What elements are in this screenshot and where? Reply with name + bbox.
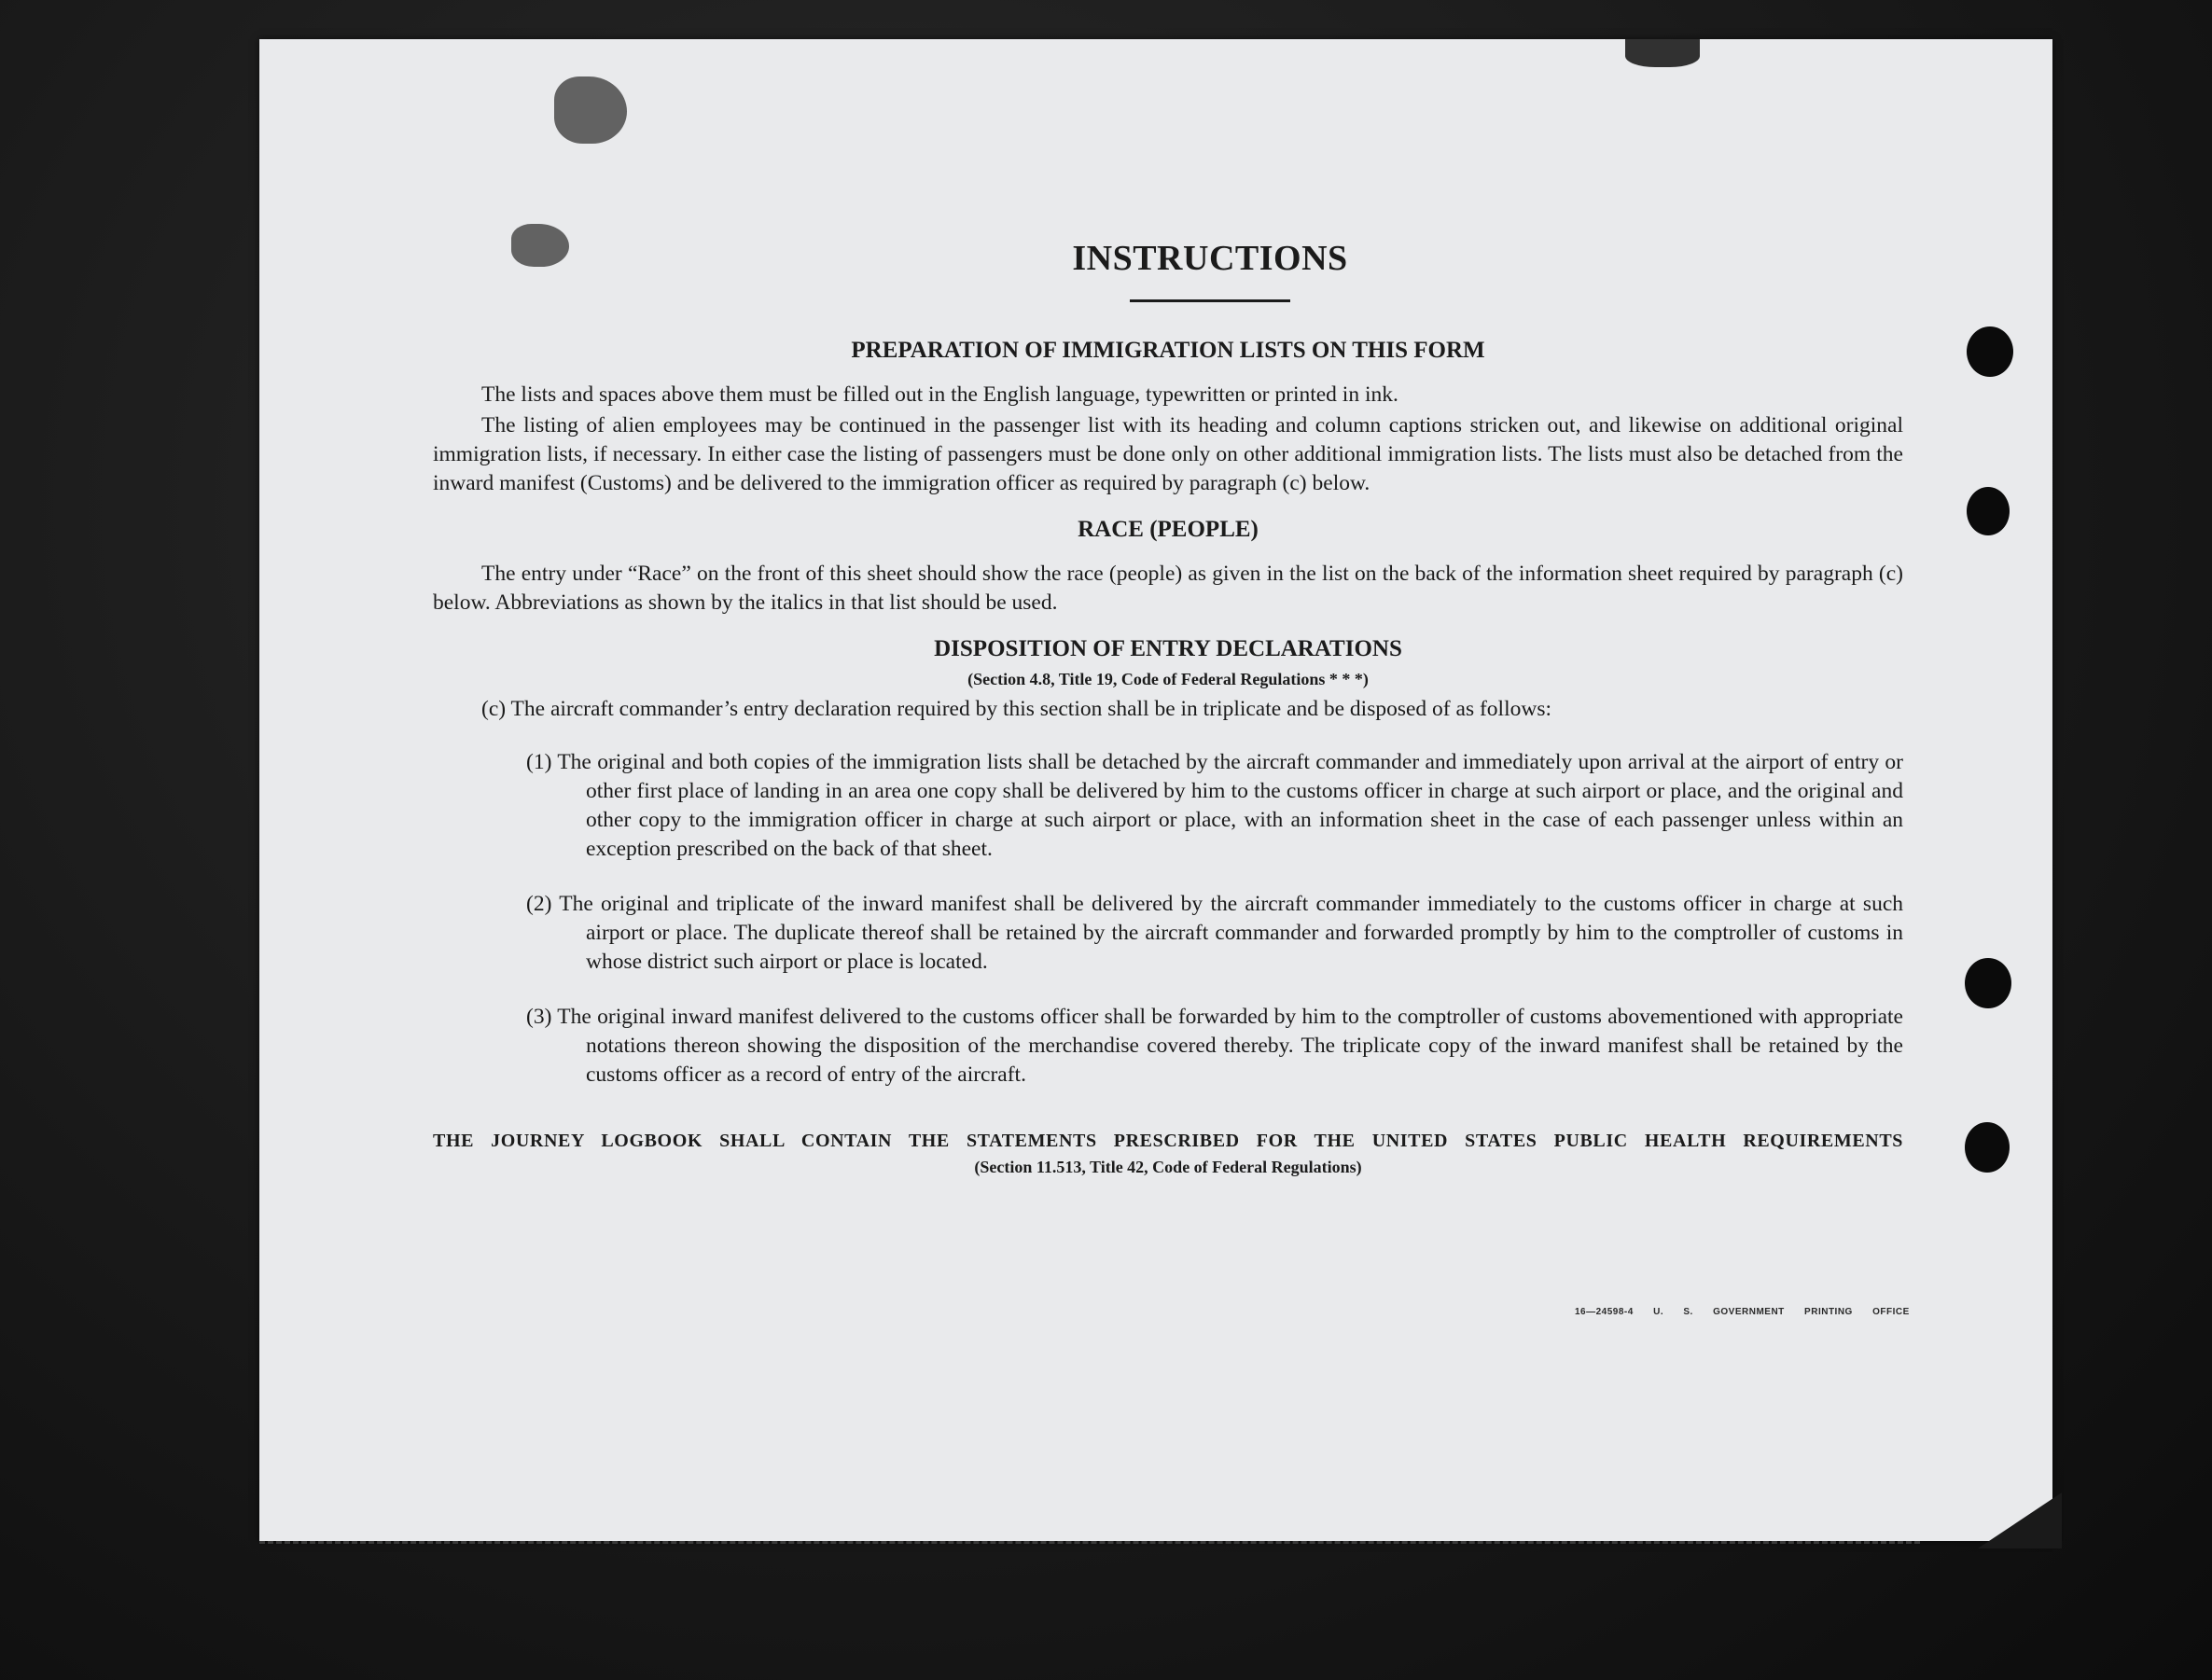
instructions-text bbox=[433, 238, 1903, 1177]
punch-hole bbox=[1967, 487, 2010, 535]
torn-notch bbox=[1625, 39, 1700, 67]
printer-imprint: 16—24598‑4 U. S. GOVERNMENT PRINTING OFFICE bbox=[1575, 1307, 1910, 1317]
punch-hole bbox=[1967, 326, 2013, 377]
logbook-citation: (Section 11.513, Title 42, Code of Federal Regulations) bbox=[974, 1158, 1362, 1176]
punch-hole bbox=[1965, 958, 2011, 1008]
disposition-item-2: (2) The original and triplicate of the inward manifest shall be delivered by the aircraft commander immediately to the customs officer in charge at such airport or place. The duplicate thereof shall be retained by the aircraft commander and forwarded promptly by him to the comptroller of customs in whose district such airport or place is located. bbox=[526, 892, 1903, 974]
page-title: INSTRUCTIONS bbox=[1072, 239, 1348, 278]
preparation-heading: PREPARATION OF IMMIGRATION LISTS ON THIS FORM bbox=[851, 338, 1485, 363]
disposition-citation: (Section 4.8, Title 19, Code of Federal Regulations * * *) bbox=[967, 670, 1369, 688]
title-underline bbox=[1130, 299, 1290, 302]
disposition-item-3: (3) The original inward manifest delivered to the customs officer shall be forwarded by him to the comptroller of customs abovementioned with appropriate notations thereon showing the disposition of the merchandise covered thereby. The triplicate copy of the inward manifest shall be retained by the customs officer as a record of entry of the aircraft. bbox=[526, 1005, 1903, 1087]
ink-blot bbox=[554, 76, 627, 144]
disposition-item-1: (1) The original and both copies of the immigration lists shall be detached by the aircraft commander and immediately upon arrival at the airport of entry or other first place of landing in an area one copy shall be delivered by him to the customs officer in charge at such airport or place, and the original and other copy to the immigration officer in charge at such airport or place, with an information sheet in the case of each passenger unless within an exception prescribed on the back of that sheet. bbox=[526, 750, 1903, 861]
race-heading: RACE (PEOPLE) bbox=[1078, 517, 1259, 542]
perforated-edge bbox=[259, 1535, 1920, 1544]
logbook-statement: THE JOURNEY LOGBOOK SHALL CONTAIN THE STATEMENTS PRESCRIBED FOR THE UNITED STATES PUBLIC HEALTH REQUIREMENTS bbox=[433, 1131, 1903, 1151]
punch-hole bbox=[1965, 1122, 2010, 1173]
preparation-paragraph-1: The lists and spaces above them must be filled out in the English language, typewritten or printed in ink. bbox=[481, 382, 1398, 407]
race-paragraph: The entry under “Race” on the front of this sheet should show the race (people) as given in the list on the back of the information sheet required by paragraph (c) below. Abbreviations as shown by the italics in that list should be used. bbox=[433, 562, 1903, 615]
preparation-paragraph-2: The listing of alien employees may be continued in the passenger list with its heading and column captions stricken out, and likewise on additional original immigration lists, if necessary. In either case the listing of passengers must be done only on other additional immigration lists. The lists must also be detached from the inward manifest (Customs) and be delivered to the immigration officer as required by paragraph (c) below. bbox=[433, 413, 1903, 495]
disposition-intro: (c) The aircraft commander’s entry declaration required by this section shall be in triplicate and be disposed of as follows: bbox=[481, 697, 1551, 721]
disposition-heading: DISPOSITION OF ENTRY DECLARATIONS bbox=[934, 636, 1402, 661]
